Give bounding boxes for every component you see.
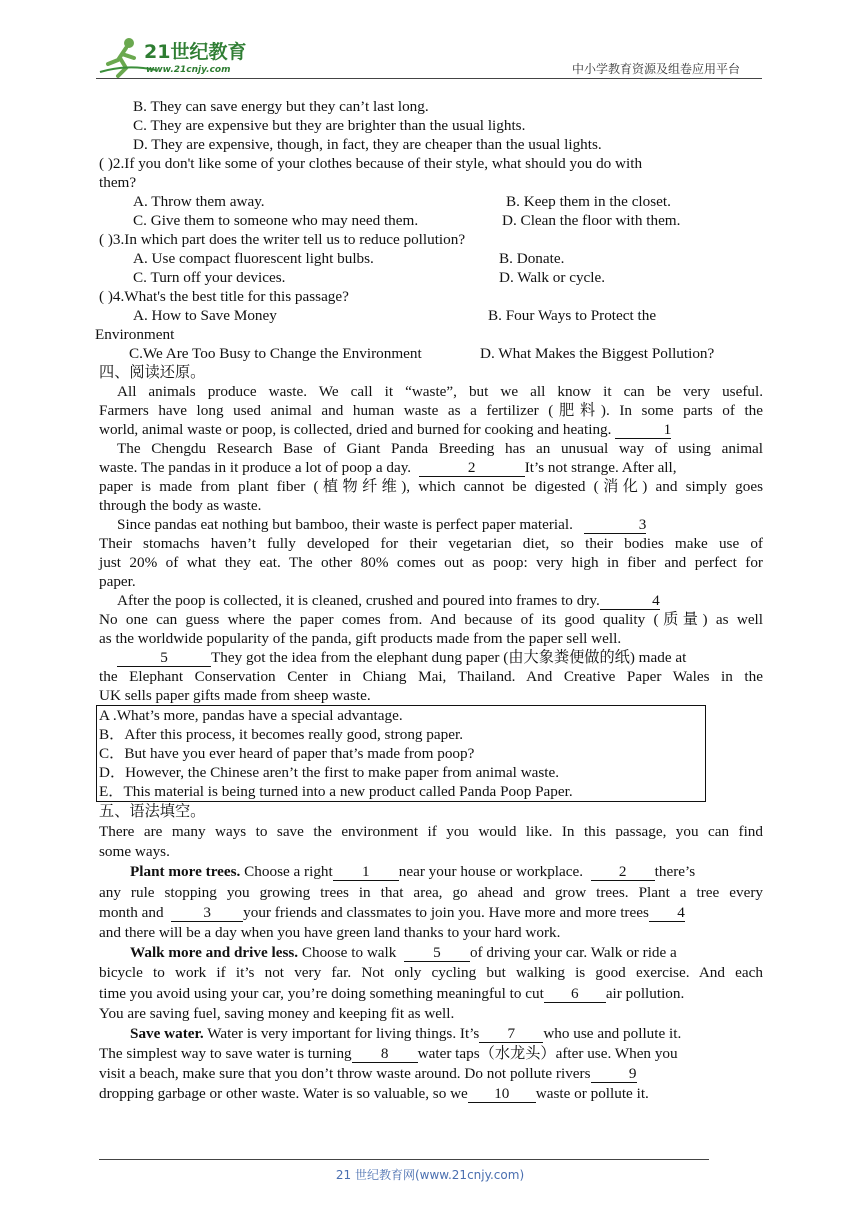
- s5-c-line1: Save water. Water is very important for living things. It’s 7 who use and pollute it.: [130, 1024, 682, 1042]
- s4-p4-line1: After the poop is collected, it is cleaned, crushed and poured into frames to dry. 4: [117, 592, 660, 609]
- q4-option-c: C.We Are Too Busy to Change the Environment: [129, 345, 422, 362]
- s4-p1-line1: All animals produce waste. We call it “waste”, but we all know it can be very useful.: [117, 383, 763, 400]
- q4-option-b-cont: Environment: [95, 326, 175, 343]
- s5-b-line4: You are saving fuel, saving money and keeping fit as well.: [99, 1004, 455, 1022]
- q4-option-d: D. What Makes the Biggest Pollution?: [480, 345, 715, 362]
- q1-option-c: C. They are expensive but they are brighter than the usual lights.: [133, 117, 526, 134]
- s5-c-line4: dropping garbage or other waste. Water is so valuable, so we 10 waste or pollute it.: [99, 1085, 649, 1103]
- s4-p1-line2: Farmers have long used animal and human waste as a fertilizer (肥料). In some parts of the: [99, 402, 763, 419]
- q1-option-b: B. They can save energy but they can’t last long.: [133, 98, 429, 115]
- q3-option-c: C. Turn off your devices.: [133, 269, 286, 286]
- s4-p2-line4: through the body as waste.: [99, 497, 262, 514]
- q4-option-b: B. Four Ways to Protect the: [488, 307, 657, 324]
- q3-option-a: A. Use compact fluorescent light bulbs.: [133, 250, 374, 267]
- heading-plant-trees: Plant more trees.: [130, 863, 241, 881]
- q2-option-b: B. Keep them in the closet.: [506, 193, 671, 210]
- s4-p3-line4: paper.: [99, 573, 136, 590]
- option-b: B．After this process, it becomes really good, strong paper.: [99, 726, 463, 743]
- q2-option-c: C. Give them to someone who may need them.: [133, 212, 419, 229]
- blank-g5[interactable]: 5: [404, 945, 470, 962]
- blank-g10[interactable]: 10: [468, 1086, 536, 1103]
- s5-intro-line2: some ways.: [99, 843, 170, 861]
- q1-option-d: D. They are expensive, though, in fact, they are cheaper than the usual lights.: [133, 136, 602, 153]
- q3-option-d: D. Walk or cycle.: [499, 269, 606, 286]
- s4-p3-line3: just 20% of what they eat. The other 80% comes out as poop: very high in fiber and perfect for: [99, 554, 763, 571]
- s5-c-line2: The simplest way to save water is turning 8 water taps（水龙头）after use. When you: [99, 1045, 678, 1063]
- options-box: [96, 705, 706, 802]
- s4-p4-line3: as the worldwide popularity of the panda, gift products made from the paper sell well.: [99, 630, 622, 647]
- blank-3[interactable]: 3: [584, 517, 646, 534]
- heading-save-water: Save water.: [130, 1024, 204, 1042]
- s5-b-line2: bicycle to work if it’s not very far. Not only cycling but walking is good exercise. And each: [99, 964, 763, 982]
- q2-options-cd: [99, 211, 763, 230]
- s4-p5-line1: 5 They got the idea from the elephant dung paper (由大象粪便做的纸) made at: [99, 648, 763, 667]
- s4-p2-line1: The Chengdu Research Base of Giant Panda Breeding has an unusual way of using animal: [117, 440, 763, 457]
- section4-title: 四、阅读还原。: [99, 364, 206, 381]
- blank-2[interactable]: 2: [419, 460, 525, 477]
- blank-4[interactable]: 4: [600, 593, 660, 610]
- page-header: [0, 0, 860, 80]
- blank-5[interactable]: 5: [117, 650, 211, 667]
- q4-stem: ( )4.What's the best title for this passage?: [99, 288, 349, 305]
- q4-options-cd: [99, 344, 763, 363]
- blank-g1[interactable]: 1: [333, 864, 399, 881]
- blank-g7[interactable]: 7: [479, 1026, 543, 1043]
- blank-g4[interactable]: 4: [649, 905, 685, 922]
- q2-option-a: A. Throw them away.: [133, 193, 265, 210]
- document-body: [95, 97, 763, 1105]
- q3-options-cd: [99, 268, 763, 287]
- svg-text:www.21cnjy.com: www.21cnjy.com: [146, 65, 231, 75]
- q3-option-b: B. Donate.: [499, 250, 565, 267]
- q3-stem: ( )3.In which part does the writer tell us to reduce pollution?: [99, 231, 466, 248]
- s5-c-line3: visit a beach, make sure that you don’t throw waste around. Do not pollute rivers 9: [99, 1065, 637, 1083]
- s4-p5-line3: UK sells paper gifts made from sheep waste.: [99, 687, 371, 704]
- option-d: D．However, the Chinese aren’t the first to make paper from animal waste.: [99, 764, 560, 781]
- option-a: A .What’s more, pandas have a special advantage.: [99, 707, 403, 724]
- s4-p3-line2: Their stomachs haven’t fully developed for their vegetarian diet, so their bodies make use of: [99, 535, 763, 552]
- logo: [96, 34, 266, 78]
- s4-p2-line2: waste. The pandas in it produce a lot of poop a day. 2 It’s not strange. After all,: [99, 459, 677, 476]
- option-c: C．But have you ever heard of paper that’s made from poop?: [99, 745, 475, 762]
- footer-link[interactable]: 21 世纪教育网(www.21cnjy.com): [335, 1168, 525, 1182]
- q4-option-a: A. How to Save Money: [133, 307, 277, 324]
- blank-g2[interactable]: 2: [591, 864, 655, 881]
- s4-p2-line3: paper is made from plant fiber (植物纤维), which cannot be digested (消化) and simply goes: [99, 478, 763, 495]
- s4-p3-line1: Since pandas eat nothing but bamboo, their waste is perfect paper material. 3: [117, 516, 647, 533]
- q2-options-ab: [99, 192, 763, 211]
- s5-intro-line1: There are many ways to save the environment if you would like. In this passage, you can find: [99, 823, 763, 840]
- blank-g3[interactable]: 3: [171, 905, 243, 922]
- q2-stem-cont: them?: [99, 174, 137, 191]
- option-e: E．This material is being turned into a new product called Panda Poop Paper.: [99, 783, 573, 800]
- s5-a-line1: Plant more trees. Choose a right 1 near your house or workplace. 2 there’s: [130, 863, 696, 881]
- q3-options-ab: [99, 249, 763, 268]
- blank-g9[interactable]: 9: [591, 1066, 637, 1083]
- platform-name: 中小学教育资源及组卷应用平台: [572, 62, 741, 76]
- section5-title: 五、语法填空。: [99, 803, 206, 820]
- svg-text:21世纪教育: 21世纪教育: [144, 41, 247, 63]
- s5-a-line2: any rule stopping you growing trees in that area, go ahead and grow trees. Plant a tree every: [99, 883, 763, 901]
- q2-stem: ( )2.If you don't like some of your clothes because of their style, what should you do with: [99, 155, 643, 172]
- s5-a-line3: month and 3 your friends and classmates to join you. Have more and more trees 4: [99, 903, 685, 921]
- blank-g8[interactable]: 8: [352, 1046, 418, 1063]
- s4-p4-line2: No one can guess where the paper comes from. And because of its good quality (质量) as well: [99, 611, 763, 628]
- heading-walk-more: Walk more and drive less.: [130, 944, 299, 962]
- header-rule: [96, 78, 762, 79]
- footer-rule: [99, 1159, 709, 1160]
- blank-g6[interactable]: 6: [544, 986, 606, 1003]
- q2-option-d: D. Clean the floor with them.: [502, 212, 681, 229]
- q4-options-ab: [99, 306, 763, 325]
- s4-p5-line2: the Elephant Conservation Center in Chiang Mai, Thailand. And Creative Paper Wales in the: [99, 668, 763, 685]
- s4-p1-line3: world, animal waste or poop, is collected, dried and burned for cooking and heating. 1: [99, 421, 672, 438]
- s5-b-line3: time you avoid using your car, you’re doing something meaningful to cut 6 air pollution.: [99, 984, 685, 1002]
- s5-a-line4: and there will be a day when you have green land thanks to your hard work.: [99, 923, 561, 941]
- s5-b-line1: Walk more and drive less. Choose to walk 5 of driving your car. Walk or ride a: [130, 944, 677, 962]
- blank-1[interactable]: 1: [615, 422, 671, 439]
- section5-body: [99, 822, 763, 1105]
